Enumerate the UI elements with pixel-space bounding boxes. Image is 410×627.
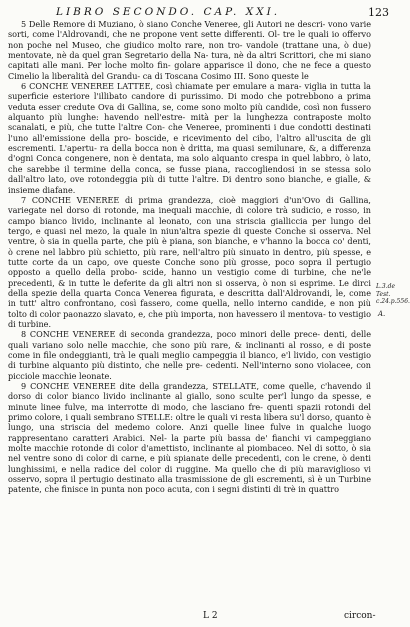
catchword: circon- — [344, 611, 376, 621]
paragraph-9: 9 CONCHE VENEREE dite della grandezza, STELLATE, come quelle, c'havendo il dorso di color bianco livido inclinante al giallo, sono sculte per'l lungo da spesse, e minute linee fulve, ma interrotte di modo, che lasciano fre- quenti spazii rotondi del primo colore, i quali sembrano STELLE: oltre le quali vi resta libera su'l dorso, quanto è lungo, una striscia del medemo colore. Anzi quelle linee fulve in qualche luogo rappresentano caratteri Arabici. Nel- la parte più bassa de' fianchi vi campeggiano molte macchie rotonde di color d'amettisto, inclinante al piombaceo. Nel di sotto, ò sia nel ventre sono di color di carne, e più spianate delle precedenti, con le crene, ò denti lunghissimi, e nella radice del color di ruggine. Ma quello che di più maraviglioso vi osservo, sopra il pertugio destinato alla trasmissione de gli escrementi, sì è un Turbine patente, che finisce in punta non poco acuta, con i segni distinti di trè in quattro — [8, 381, 371, 495]
paragraph-8: 8 CONCHE VENEREE di seconda grandezza, poco minori delle prece- denti, delle quali variano solo nelle macchie, che sono più rare, & inclinanti al rosso, e di poste come in file ondeggianti, trà le quali meglio campeggia il bianco, e'l livido, con vestigio di turbine alquanto più distinto, che nelle pre- cedenti. Nell'interno sono violacee, con picciole macchie leonate. — [8, 329, 371, 381]
paragraph-7: 7 CONCHE VENEREE di prima grandezza, cioè maggiori d'un'Ovo di Gallina, variegate nel dorso di rotonde, ma inequali macchie, di colore trà sudicio, e rosso, in campo bianco livido, inclinante al leonato, con una striscia gialliccia per lungo del tergo, e quasi nel mezo, la quale in niun'altra spezie di queste Conche si osserva. Nel ventre, ò sia in quella parte, che più è piana, son bianche, e v'hanno la bocca co' denti, ò crene nel labbro più schietto, più rare, nell'altro più sinuato in dentro, più spesse, e tutte corte da un capo, ove queste Conche sono più grosse, poco sopra il pertugio opposto a quello della probo- scide, hanno un vestigio come di turbine, che ne'le precedenti, & in tutte le deferite da gli altri non si osserva, ò non si esprime. Le dirci della spezie della quarta Conca Venerea figurata, e descritta dall'Aldrovandi, le, come in tutt' altro confrontano, così fassero, come quella, nello interno candide, e non più tolto di color paonazzo slavato, e, che più importa, non havessero il mentova- to vestigio di turbine. — [8, 194, 371, 329]
page-footer — [0, 611, 403, 623]
running-title: LIBRO SECONDO. CAP. XXI. — [56, 6, 281, 18]
running-header — [0, 6, 403, 20]
paragraph-5: 5 Delle Remore di Muziano, ò siano Conche Veneree, gli Autori ne descri- vono varie sorti, come l'Aldrovandi, che ne propone vent sette differenti. Ol- tre le quali io offervo non poche nel Museo, che giudico molto rare, non tro- vandole (trattane una, ò due) mentovate, nè da quel gran Segretario della Na- tura, nè da altri Scrittori, che mi siano capitati alle mani. Per loche molto fin- golare apparisce il dono, che ne fece a questo Cimelio la liberalità del Grandu- ca di Toscana Cosimo III. Sono queste le — [8, 19, 371, 81]
paragraph-6: 6 CONCHE VENEREE LATTEE, così chiamate per emulare a mara- viglia in tutta la superficie esteriore l'illibato candore di purissimo. Di modo che potrebbono a prima veduta esser credute Ova di Gallina, se, come sono molto più candide, così non fussero alquanto più lunghe: havendo nell'estre- mità per la lunghezza contraposte molto scanalati, e più, che tutte l'altre Con- che Veneree, prominenti i due condotti destinati l'uno all'emissione della pro- boscide, e ricevimento del cibo, l'altro all'uscita de gli escrementi. L'apertu- ra della bocca non è dritta, ma quasi semilunare, &, a differenza d'ogni Conca congenere, non è dentata, ma solo alquanto crespa in quel labbro, ò lato, che sarebbe il termine della conca, se fusse piana, raccogliendosi in se stessa solo dall'altro lato, ove rotondeggia più di tutte l'altre. Di dentro sono bianche, e gialle, & insieme diafane. — [8, 81, 371, 195]
signature-mark: L 2 — [203, 611, 218, 621]
body-text — [8, 19, 371, 495]
margin-note — [376, 283, 410, 318]
page-number: 123 — [368, 6, 389, 19]
margin-reference: L.3.de Test. c.24.p.556. — [376, 283, 410, 305]
margin-marker: A. — [378, 309, 386, 318]
